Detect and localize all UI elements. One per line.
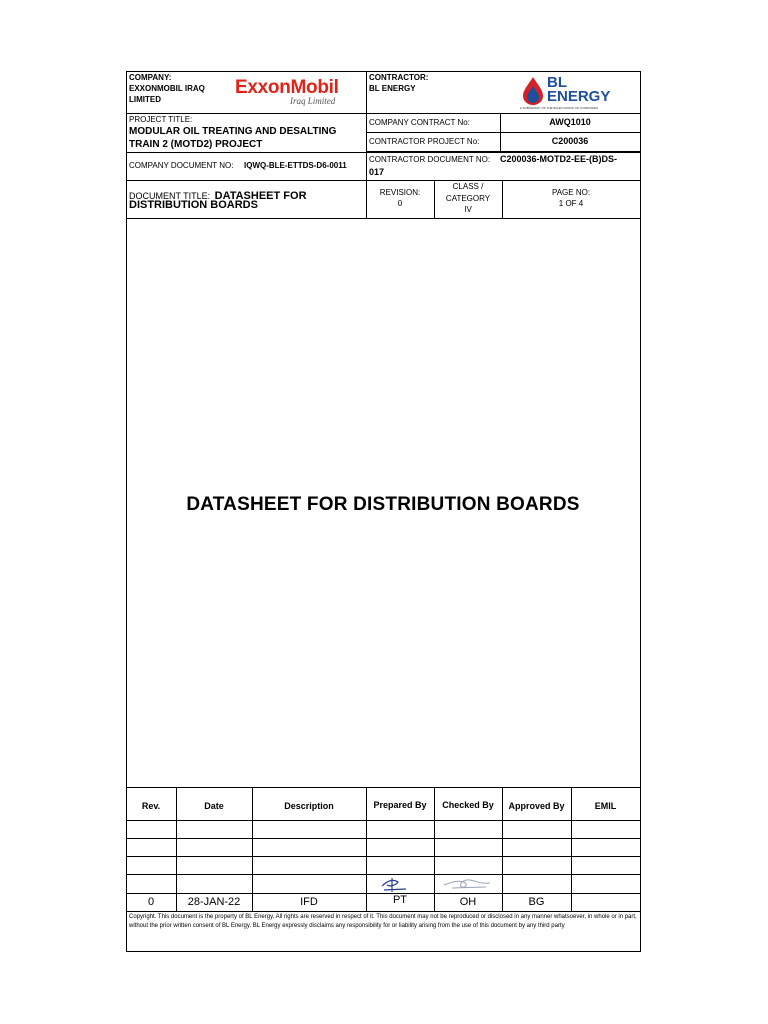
document-title-line2: DISTRIBUTION BOARDS [129, 199, 258, 211]
exxonmobil-logo-text: ExxonMobil [235, 77, 339, 98]
contractor-project-value: C200036 [551, 136, 589, 146]
bl-logo-line1: BL [547, 74, 567, 91]
copyright-notice: Copyright. This document is the property of BL Energy. All rights are reserved in respect of it. This document may not be reproduced or disclosed in any manner whatsoever, in whole or in part, without the prior written consent of BL Energy. BL Energy expressly disclaims any responsibility for or liability arising from the use of this document by any third party [129, 914, 637, 929]
company-contract-label: COMPANY CONTRACT No: [369, 118, 470, 127]
bl-logo-tagline: A SUBSIDIARY OF THE BAHRI GROUP OF COMPANIES [520, 106, 598, 110]
class-value: IV [464, 205, 472, 214]
row-description: IFD [300, 896, 318, 908]
row-approved-by: BG [528, 896, 545, 908]
company-name-line2: LIMITED [129, 95, 161, 104]
contractor-document-value-line1: C200036-MOTD2-EE-(B)DS- [500, 154, 618, 164]
row-date: 28-JAN-22 [187, 896, 241, 908]
contractor-document-value-line2: 017 [369, 167, 385, 177]
company-document-label: COMPANY DOCUMENT NO: [129, 161, 234, 170]
contractor-document-label: CONTRACTOR DOCUMENT NO: [369, 155, 491, 164]
contractor-label: CONTRACTOR: [369, 73, 429, 82]
company-label: COMPANY: [129, 73, 172, 82]
class-label-line1: CLASS / [452, 182, 484, 191]
company-contract-value: AWQ1010 [549, 117, 591, 127]
prepared-by-signature [378, 876, 414, 894]
document-title-label: DOCUMENT TITLE: [129, 191, 211, 201]
column-header-prepared-by: Prepared By [373, 800, 427, 810]
row-checked-by: OH [459, 896, 477, 908]
checked-by-signature [442, 876, 494, 892]
row-prepared-by: PT [392, 894, 408, 906]
page-number-value: 1 OF 4 [558, 199, 584, 208]
company-document-value: IQWQ-BLE-ETTDS-D6-0011 [244, 161, 347, 170]
project-title-line1: MODULAR OIL TREATING AND DESALTING [129, 126, 337, 137]
bl-logo-line2: ENERGY [547, 88, 611, 105]
page-number-label: PAGE NO: [551, 188, 591, 197]
revision-value: 0 [397, 199, 403, 208]
main-title: DATASHEET FOR DISTRIBUTION BOARDS [186, 494, 580, 515]
column-header-approved-by: Approved By [508, 801, 565, 811]
company-name-line1: EXXONMOBIL IRAQ [129, 84, 205, 93]
project-title-line2: TRAIN 2 (MOTD2) PROJECT [129, 139, 263, 150]
exxonmobil-logo-subtext: Iraq Limited [290, 96, 336, 106]
contractor-project-label: CONTRACTOR PROJECT No: [369, 137, 480, 146]
column-header-rev: Rev. [141, 801, 161, 811]
project-title-label: PROJECT TITLE: [129, 115, 193, 124]
column-header-emil: EMIL [594, 801, 617, 811]
flame-drop-icon [520, 76, 546, 106]
document-title-line1: DATASHEET FOR [214, 190, 307, 202]
revision-label: REVISION: [379, 188, 421, 197]
bl-energy-logo [520, 74, 620, 112]
column-header-description: Description [284, 801, 334, 811]
column-header-date: Date [204, 801, 224, 811]
row-rev: 0 [147, 896, 155, 908]
exxonmobil-logo [235, 77, 360, 109]
column-header-checked-by: Checked By [442, 800, 494, 810]
class-label-line2: CATEGORY [445, 194, 491, 203]
contractor-name: BL ENERGY [369, 84, 416, 93]
